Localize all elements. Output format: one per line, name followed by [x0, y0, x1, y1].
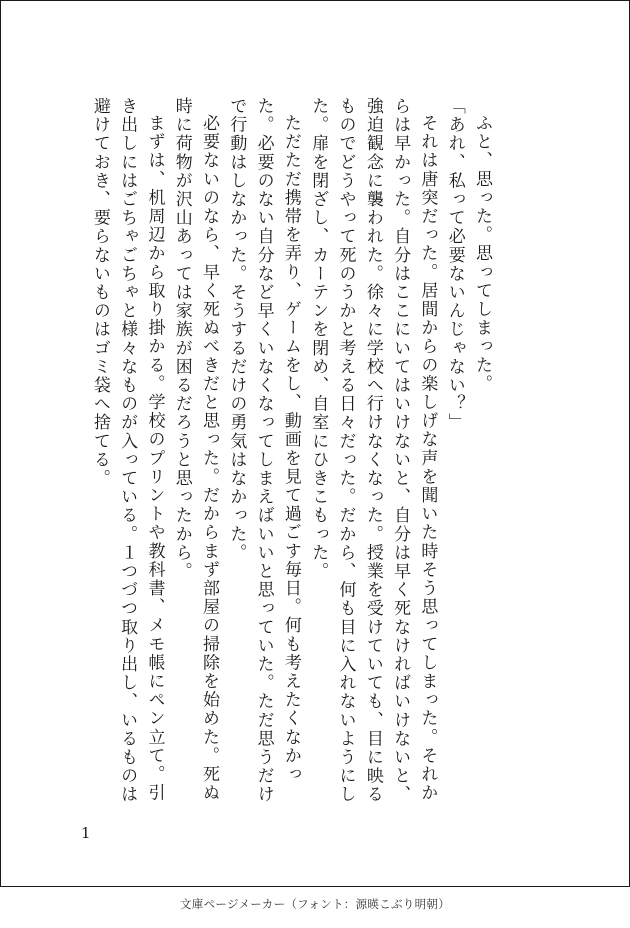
- paragraph: ただただ携帯を弄り、ゲームをし、動画を見て過ごす毎日。何も考えたくなかった。必要のない自分など早くいなくなってしまえばいいと思っていた。ただ思うだけで行動はしなかった。そうするだけの勇気はなかった。: [226, 97, 301, 804]
- paragraph: 必要ないのなら、早く死ぬべきだと思った。だからまず部屋の掃除を始めた。死ぬ時に荷物が沢山あっては家族が困るだろうと思ったから。: [171, 97, 220, 803]
- paragraph-quote: 「あれ、私って必要ないんじゃない？」: [444, 97, 465, 432]
- paragraph: それは唐突だった。居間からの楽しげな声を聞いた時そう思ってしまった。それからは早かった。自分はここにいてはいけないと、自分は早く死なければいけないと、強迫観念に襲われた。徐々に学校へ行けなくなった。授業を受けていても、目に映るものでどうやって死のうかと考える日々だった。だから、何も目に入れないようにした。扉を閉ざし、カーテンを閉め、自室にひきこもった。: [308, 97, 438, 804]
- vertical-text-body: [81, 97, 495, 817]
- paragraph: まずは、机周辺から取り掛かる。学校のプリントや教科書、メモ帳にペン立て。引き出しにはごちゃごちゃと様々なものが入っている。１つづつ取り出し、いるものは避けておき、要らないものはゴミ袋へ捨てる。: [89, 97, 165, 804]
- paragraph: ふと、思った。思ってしまった。: [472, 114, 492, 393]
- footer-credit: 文庫ページメーカー（フォント：源暎こぶり明朝）: [179, 897, 451, 911]
- page-number: 1: [81, 824, 91, 842]
